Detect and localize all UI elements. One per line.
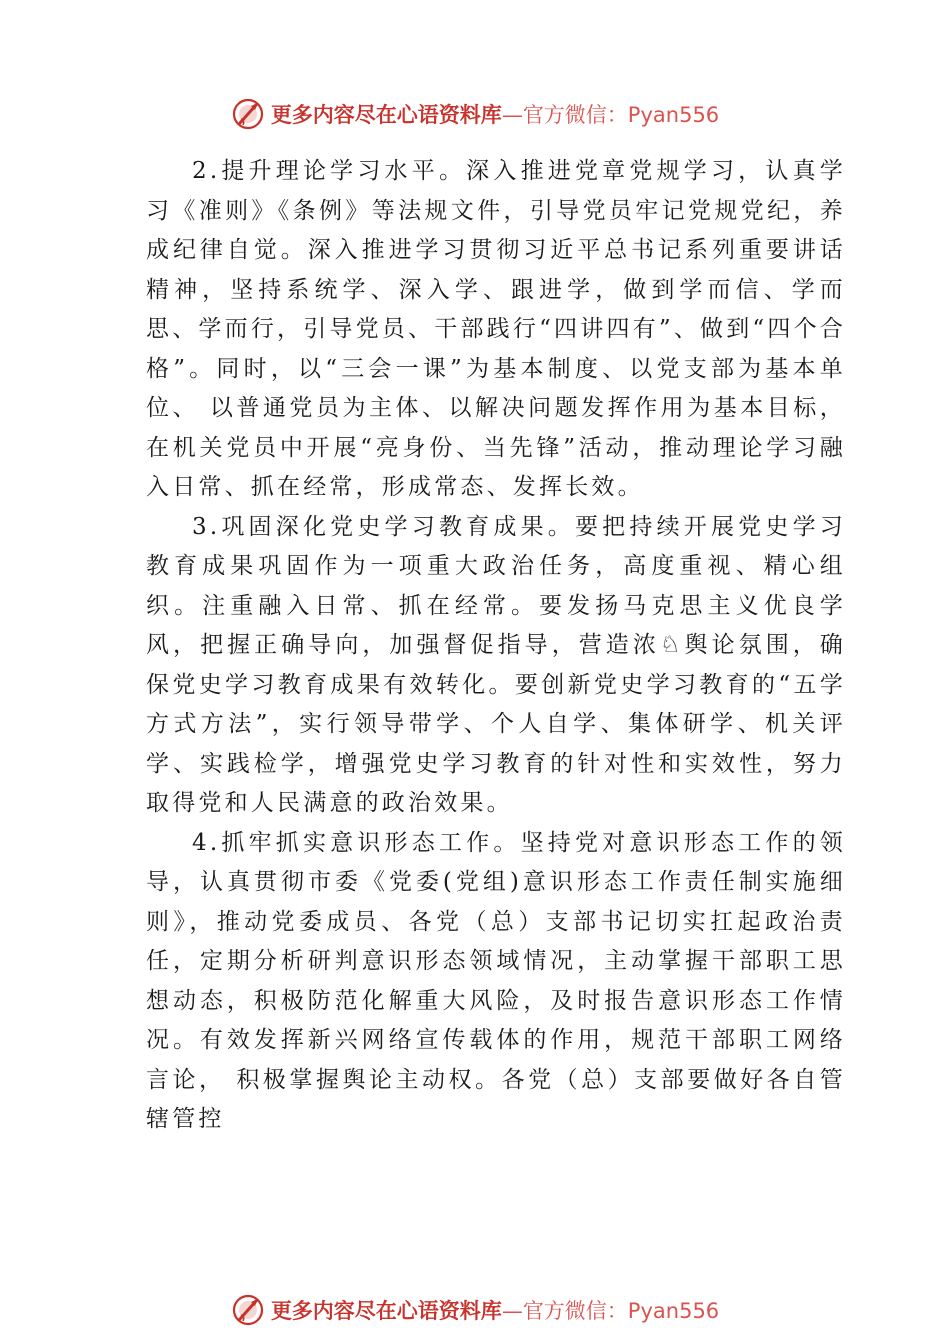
paragraph-2-theory-study: 2.提升理论学习水平。深入推进党章党规学习，认真学习《准则》《条例》等法规文件，引导党员牢记党规党纪，养成纪律自觉。深入推进学习贯彻习近平总书记系列重要讲话精神，坚持系统学、深入学、跟进学，做到学而信、学而思、学而行，引导党员、干部践行“四讲四有”、做到“四个合格”。同时，以“三会一课”为基本制度、以党支部为基本单位、 以普通党员为主体、以解决问题发挥作用为基本目标，在机关党员中开展“亮身份、当先锋”活动，推动理论学习融入日常、抓在经常，形成常态、发挥长效。: [146, 158, 846, 500]
footer-watermark: [0, 1290, 950, 1330]
paragraph-4-ideology-work: 4.抓牢抓实意识形态工作。坚持党对意识形态工作的领导，认真贯彻市委《党委(党组)意识形态工作责任制实施细则》，推动党委成员、各党（总）支部书记切实扛起政治责任，定期分析研判意识形态领域情况，主动掌握干部职工思想动态，积极防范化解重大风险，及时报告意识形态工作情况。有效发挥新兴网络宣传载体的作用，规范干部职工网络言论， 积极掌握舆论主动权。各党（总）支部要做好各自管辖管控: [146, 829, 846, 1132]
footer-wechat-text: —官方微信：Pyan556: [501, 1299, 720, 1323]
quill-seal-icon: [231, 1293, 265, 1327]
document-body: [146, 152, 846, 1140]
quill-seal-icon: [231, 97, 265, 131]
header-brand-text: 更多内容尽在心语资料库: [270, 102, 502, 127]
header-wechat-text: —官方微信：Pyan556: [501, 103, 720, 127]
header-watermark: [0, 94, 950, 134]
footer-brand-text: 更多内容尽在心语资料库: [270, 1298, 502, 1323]
paragraph-3-party-history: 3.巩固深化党史学习教育成果。要把持续开展党史学习教育成果巩固作为一项重大政治任务，高度重视、精心组织。注重融入日常、抓在经常。要发扬马克思主义优良学风，把握正确导向，加强督促指导，营造浓♘舆论氛围，确保党史学习教育成果有效转化。要创新党史学习教育的“五学方式方法”，实行领导带学、个人自学、集体研学、机关评学、实践检学，增强党史学习教育的针对性和实效性，努力取得党和人民满意的政治效果。: [146, 513, 846, 816]
